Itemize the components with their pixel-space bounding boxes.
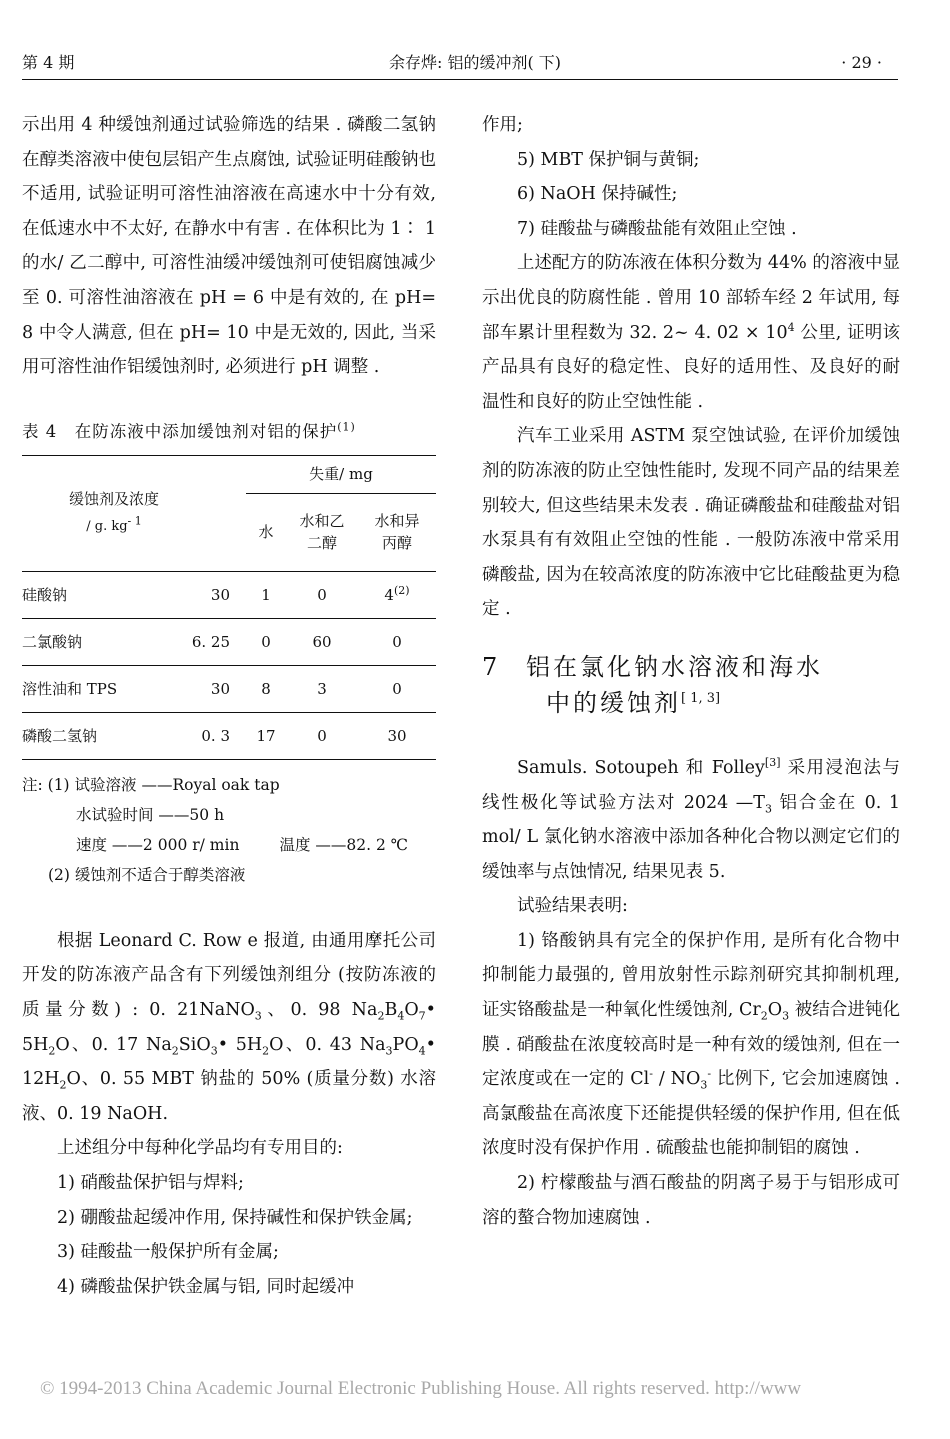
list-item: 3) 硅酸盐一般保护所有金属; <box>57 1242 279 1263</box>
list-item: 5) MBT 保护铜与黄铜; <box>517 149 700 170</box>
table-4 <box>22 455 436 760</box>
right-column <box>482 108 900 1235</box>
table-caption: 表 4 在防冻液中添加缓蚀剂对铝的保护$^{(1)}$ <box>22 420 356 441</box>
paragraph-purposes: 上述组分中每种化学品均有专用目的: <box>57 1138 343 1159</box>
table-row: 磷酸二氢钠 0. 3 17 0 30 <box>22 712 436 759</box>
paragraph-screening: 示出用 4 种缓蚀剂通过试验筛选的结果 . 磷酸二氢钠在醇类溶液中使包层铝产生点腐蚀, 试验证明硅酸钠也不适用, 试验证明可溶性油溶液在高速水中十分有效, 在低速水中不太好, 在静水中有害 . 在体积比为 1∶ 1 的水/ 乙二醇中, 可溶性油缓冲缓蚀剂可使铝腐蚀减少至 0. 可溶性油溶液在 pH = 6 中是有效的, 在 pH= 8 中令人满意, 但在 pH= 10 中是无效的, 因此, 当采用可溶性油作铝缓蚀剂时, 必须进行 pH 调整 . <box>22 115 436 378</box>
left-column <box>22 108 436 1304</box>
copyright-footer: © 1994-2013 China Academic Journal Electronic Publishing House. All rights reserved. http://www <box>40 1378 802 1399</box>
paragraph-gm-formula: 根据 Leonard C. Row e 报道, 由通用摩托公司开发的防冻液产品含有下列缓蚀剂组分 (按防冻液的质量分数) : 0. 21NaNO$_3$、0. 98 $Na_2B_4O_7•$ $5H_2O$、0. 17 $Na_2SiO_3•$ $5H_2O$、0. 43 $Na_3PO_4•$ $12H_2O$、0. 55 MBT 钠盐的 50% (质量分数) 水溶液、0. 19 NaOH. <box>22 930 436 1124</box>
header-water: 水 <box>258 523 274 542</box>
header-water-isopropanol: 水和异 丙醇 <box>374 512 420 553</box>
paragraph-astm-test: 汽车工业采用 ASTM 泵空蚀试验, 在评价加缓蚀剂的防冻液的防止空蚀性能时, 发现不同产品的结果差别较大, 但这些结果未发表 . 确证磷酸盐和硅酸盐对铝水泵具有有效阻止空蚀的性能 . 一般防冻液中常采用磷酸盐, 因为在较高浓度的防冻液中它比硅酸盐更为稳定 . <box>482 426 900 620</box>
header-weight-loss: 失重/ mg <box>246 455 436 493</box>
header-title: 余存烨: 铝的缓冲剂( 下) <box>388 53 562 72</box>
list-item-continued: 作用; <box>482 115 523 135</box>
header-rule <box>22 79 898 80</box>
paragraph-formula-performance: 上述配方的防冻液在体积分数为 44% 的溶液中显示出优良的防腐性能 . 曾用 10 部轿车经 2 年试用, 每部车累计里程数为 32. 2~ 4. $02 \times 10^4$ 公里, 证明该产品具有良好的稳定性、良好的适用性、及良好的耐温性和良好的防止空蚀性能 . <box>482 253 900 412</box>
list-item: 7) 硅酸盐与磷酸盐能有效阻止空蚀 . <box>517 218 797 239</box>
table-row: 硅酸钠 30 1 0 4$^{(2)}$ <box>22 571 436 618</box>
header-agent: 缓蚀剂及浓度 / g. $kg^{- 1}$ <box>22 455 246 571</box>
list-item: 6) NaOH 保持碱性; <box>517 184 678 205</box>
header-issue: 第 4 期 <box>22 53 75 72</box>
header-page-number: · 29 · <box>841 53 882 72</box>
table-row: 溶性油和 TPS 30 8 3 0 <box>22 665 436 712</box>
section-heading: 7 铝在氯化钠水溶液和海水 中的缓蚀剂[ 1, 3] <box>482 652 823 717</box>
header-water-glycol: 水和乙 二醇 <box>299 512 345 553</box>
paragraph-results-intro: 试验结果表明: <box>517 896 628 917</box>
list-item: 4) 磷酸盐保护铁金属与铝, 同时起缓冲 <box>57 1276 355 1297</box>
paragraph-citrate: 2) 柠檬酸盐与酒石酸盐的阴离子易于与铝形成可溶的螯合物加速腐蚀 . <box>482 1173 900 1228</box>
table-row: 二氯酸钠 6. 25 0 60 0 <box>22 618 436 665</box>
table-notes: 注: (1) 试验溶液 ——Royal oak tap 水试验时间 ——50 h 速度 ——2 000 r/ min 温度 ——82. 2 ℃ (2) 缓蚀剂不适合于醇类溶液 <box>22 775 409 884</box>
list-item: 2) 硼酸盐起缓冲作用, 保持碱性和保护铁金属; <box>57 1207 413 1228</box>
list-item: 1) 硝酸盐保护铝与焊料; <box>57 1172 244 1193</box>
paragraph-samuls: Samuls. Sotoupeh 和 Folley[3] 采用浸泡法与线性极化等试验方法对 2024 $—T_3$ 铝合金在 0. 1 mol/ L 氯化钠水溶液中添加各种化合物以测定它们的缓蚀率与点蚀情况, 结果见表 5. <box>482 756 901 882</box>
paragraph-chromate: 1) 铬酸钠具有完全的保护作用, 是所有化合物中抑制能力最强的, 曾用放射性示踪剂研究其抑制机理, 证实铬酸盐是一种氧化性缓蚀剂, $Cr_2O_3$ 被结合进钝化膜 . 硝酸盐在浓度较高时是一种有效的缓蚀剂, 但在一定浓度或在一定的 $Cl^- / NO_3^-$ 比例下, 它会加速腐蚀 . 高氯酸盐在高浓度下还能提供轻缓的保护作用, 但在低浓度时没有保护作用 . 硫酸盐也能抑制铝的腐蚀 . <box>482 930 900 1159</box>
